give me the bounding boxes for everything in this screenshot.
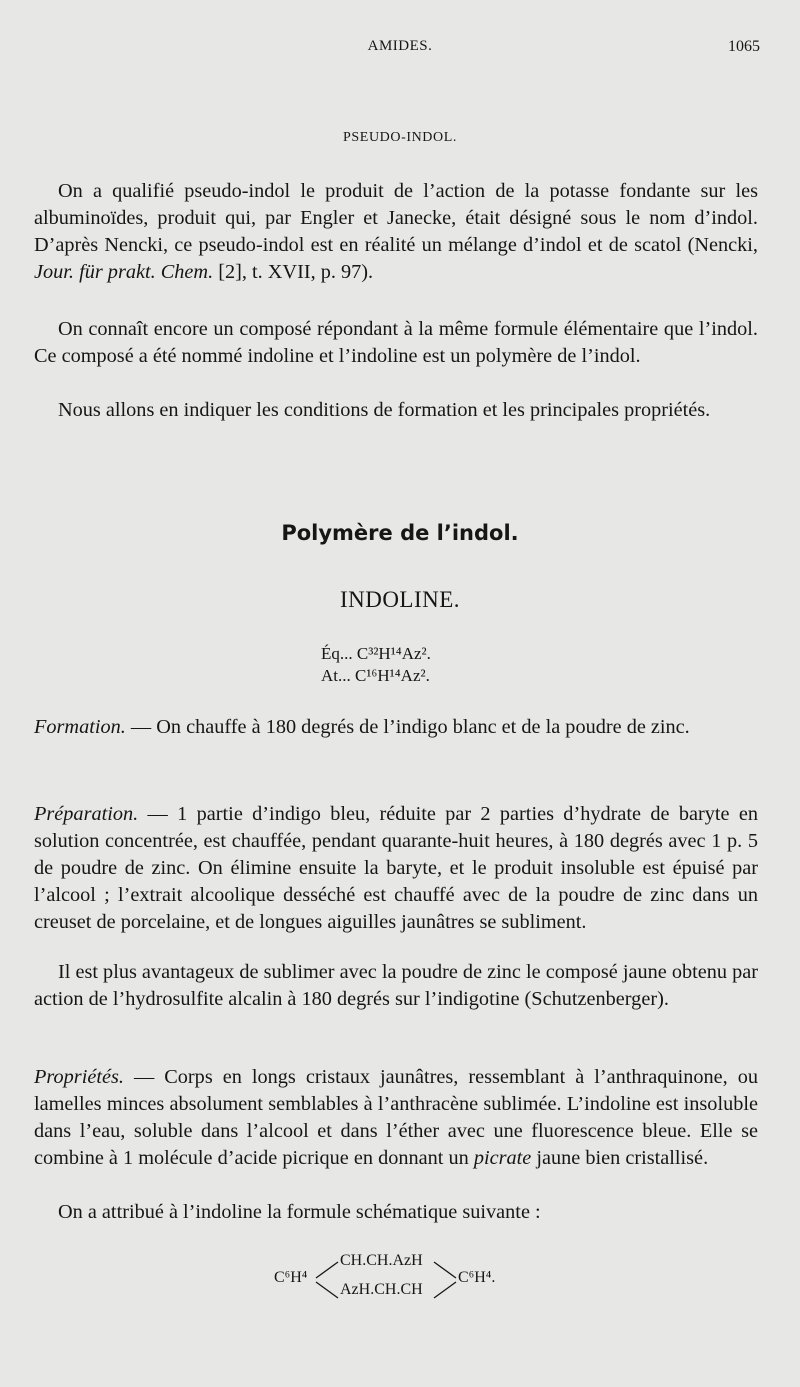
paragraph-formation — [34, 714, 758, 741]
paragraph-pseudo-indol-definition — [34, 178, 758, 286]
paragraph-schematic-intro: On a attribué à l’indoline la formule schématique suivante : — [58, 1201, 541, 1223]
page-header — [0, 38, 800, 62]
section-label: Préparation. — [34, 803, 139, 825]
paragraph-text: — On chauffe à 180 degrés de l’indigo blanc et de la poudre de zinc. — [125, 716, 690, 738]
journal-citation: Jour. für prakt. Chem. — [34, 261, 214, 283]
paragraph-text: [2], t. XVII, p. 97). — [213, 261, 374, 283]
formula-label: At... — [321, 666, 351, 685]
paragraph-text: — 1 partie d’indigo bleu, réduite par 2 parties d’hydrate de baryte en solution concentrée, est chauffée, pendant quarante-huit heures, à 180 degrés avec 1 p. 5 de poudre de zinc. On élimine ensuite la baryte, et le produit insoluble est épuisé par l’alcool ; l’extrait alcoolique desséché est chauffé avec de la poudre de zinc dans un creuset de porcelaine, et de longues aiguilles jaunâtres se subliment. — [34, 803, 758, 933]
paragraph-text: On a qualifié pseudo-indol le produit de l’action de la potasse fondante sur les albuminoïdes, produit qui, par Engler et Janecke, était désigné sous le nom d’indol. D’après Nencki, ce pseudo-indol est en réalité un mélange d’indol et de scatol (Nencki, — [34, 180, 758, 256]
section-label: Formation. — [34, 716, 126, 738]
equivalent-formula — [321, 643, 431, 665]
formula-value: C¹⁶H¹⁴Az². — [355, 666, 430, 685]
running-title: AMIDES. — [367, 38, 433, 54]
paragraph-preparation — [34, 801, 758, 936]
paragraph-preparation-alternative: Il est plus avantageux de sublimer avec la poudre de zinc le composé jaune obtenu par action de l’hydrosulfite alcalin à 180 degrés sur l’indigotine (Schutzenberger). — [34, 961, 759, 1010]
page-number: 1065 — [728, 38, 760, 55]
paragraph-overview: Nous allons en indiquer les conditions de formation et les principales propriétés. — [58, 399, 711, 421]
picrate-term: picrate — [473, 1147, 532, 1169]
left-benzene-group: C⁶H⁴ — [274, 1269, 308, 1286]
paragraph-text: jaune bien cristallisé. — [531, 1147, 709, 1169]
paragraph-text: — Corps en longs cristaux jaunâtres, ressemblant à l’anthraquinone, ou lamelles minces absolument semblables à l’anthracène sublimée. L’indoline est insoluble dans l’eau, soluble dans l’alcool et dans l’éther avec une fluorescence bleue. Elle se combine à 1 molécule d’acide picrique en donnant un — [34, 1066, 758, 1169]
paragraph-indoline-intro: On connaît encore un composé répondant à la même formule élémentaire que l’indol. Ce composé a été nommé indoline et l’indoline est un polymère de l’indol. — [34, 318, 758, 367]
bottom-chain: AzH.CH.CH — [340, 1281, 423, 1298]
formula-value: C³²H¹⁴Az². — [356, 644, 431, 663]
section-label: Propriétés. — [34, 1066, 124, 1088]
formula-label: Éq... — [321, 644, 353, 663]
paragraph-proprietes — [34, 1064, 758, 1172]
top-chain: CH.CH.AzH — [340, 1252, 423, 1269]
atomic-formula — [321, 665, 431, 687]
subheading-polymere: Polymère de l’indol. — [281, 521, 519, 545]
empirical-formulas — [321, 643, 431, 687]
structural-formula — [274, 1252, 504, 1308]
section-title: PSEUDO-INDOL. — [343, 130, 457, 145]
compound-title: INDOLINE. — [339, 587, 461, 612]
right-benzene-group: C⁶H⁴. — [458, 1269, 496, 1286]
